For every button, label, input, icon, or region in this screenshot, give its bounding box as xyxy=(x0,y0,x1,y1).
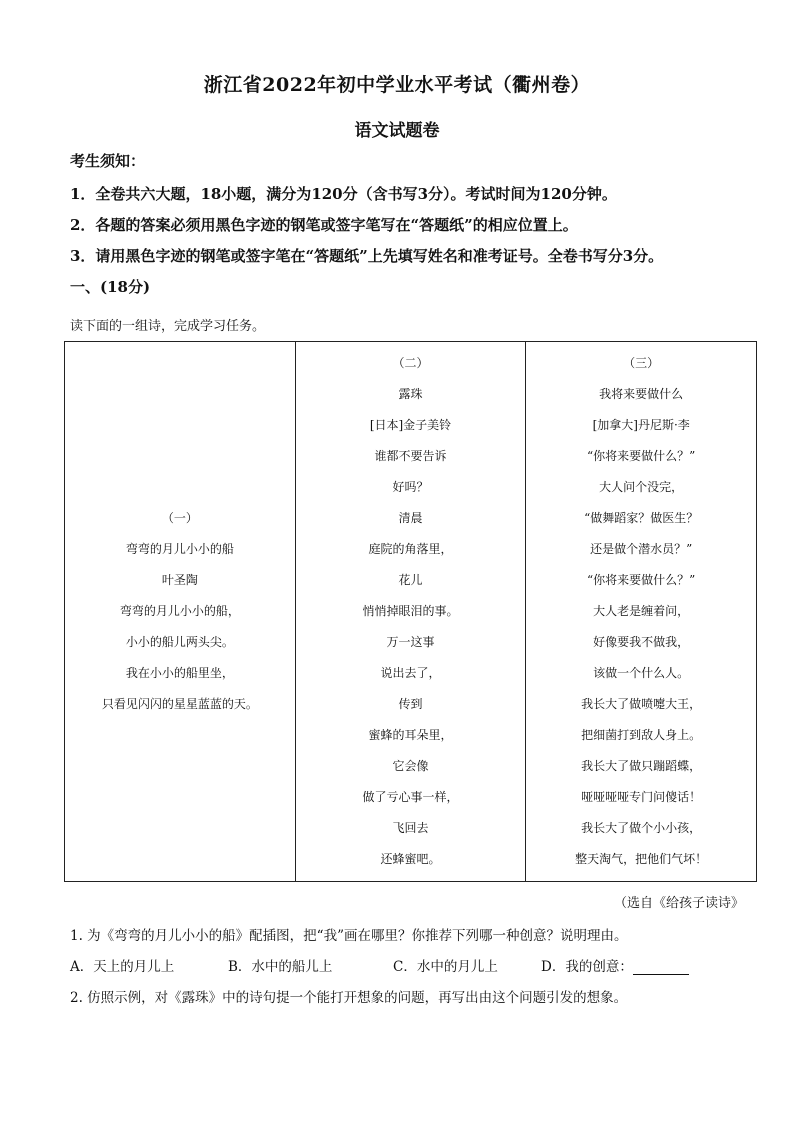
poem-line: 弯弯的月儿小小的船， xyxy=(119,604,240,618)
answer-blank[interactable] xyxy=(633,960,689,975)
notice-item-1: 1．全卷共六大题，18小题，满分为120分（含书写3分）。考试时间为120分钟。 xyxy=(70,185,617,203)
option-c: C．水中的月儿上 xyxy=(393,959,498,975)
poem-line: （一） xyxy=(161,511,198,525)
poem-line: 做了亏心事一样， xyxy=(362,790,459,804)
poem-line: 小小的船儿两头尖。 xyxy=(125,635,234,649)
poem-line: [日本]金子美铃 xyxy=(369,418,452,432)
poem-line: 好吗？ xyxy=(392,480,429,494)
poem-line: （三） xyxy=(623,356,660,370)
notice-item-2: 2．各题的答案必须用黑色字迹的钢笔或签字笔写在“答题纸”的相应位置上。 xyxy=(70,216,578,234)
poem-line: 传到 xyxy=(398,697,423,711)
poem-line: 还蜂蜜吧。 xyxy=(380,852,441,866)
poem-line: 整天淘气，把他们气坏！ xyxy=(575,852,708,866)
poem-line: “你将来要做什么？” xyxy=(587,449,696,463)
poem-line: 谁都不要告诉 xyxy=(374,449,447,463)
poem-line: 我长大了做喷嚏大王， xyxy=(581,697,702,711)
poem-line: 叶圣陶 xyxy=(161,573,198,587)
poem-line: 清晨 xyxy=(398,511,423,525)
poem-line: （二） xyxy=(392,356,429,370)
poem-table xyxy=(64,341,757,882)
poem-line: 我长大了做个小小孩， xyxy=(581,821,702,835)
poem-line: “你将来要做什么？” xyxy=(587,573,696,587)
question-1: 1. 为《弯弯的月儿小小的船》配插图，把“我”画在哪里？你推荐下列哪一种创意？说明理由。 xyxy=(70,928,628,944)
poem-column-2 xyxy=(296,342,527,881)
poem-line: 把细菌打到敌人身上。 xyxy=(581,728,702,742)
question-2: 2. 仿照示例，对《露珠》中的诗句提一个能打开想象的问题，再写出由这个问题引发的想象。 xyxy=(70,990,628,1006)
poem-line: 它会像 xyxy=(392,759,429,773)
poem-line: 花儿 xyxy=(398,573,423,587)
poem-line: 万一这事 xyxy=(386,635,435,649)
poem-line: 我长大了做只蹦蹈蝶， xyxy=(581,759,702,773)
poem-line: 好像要我不做我， xyxy=(593,635,690,649)
exam-subtitle: 语文试题卷 xyxy=(354,121,440,141)
poem-line: 说出去了， xyxy=(380,666,441,680)
poem-line: [加拿大]丹尼斯·李 xyxy=(592,418,690,432)
option-a: A．天上的月儿上 xyxy=(70,959,175,975)
notice-item-3: 3．请用黑色字迹的钢笔或签字笔在“答题纸”上先填写姓名和准考证号。全卷书写分3分。 xyxy=(70,247,664,265)
notice-heading: 考生须知： xyxy=(70,152,146,170)
section-intro: 读下面的一组诗，完成学习任务。 xyxy=(70,319,266,334)
option-b: B．水中的船儿上 xyxy=(228,959,333,975)
option-d xyxy=(541,955,689,975)
poem-line: 该做一个什么人。 xyxy=(593,666,690,680)
poem-line: 还是做个潜水员？” xyxy=(590,542,693,556)
option-d-label: D．我的创意： xyxy=(541,959,633,975)
poem-line: 飞回去 xyxy=(392,821,429,835)
poem-line: 蜜蜂的耳朵里， xyxy=(368,728,453,742)
poem-line: 悄悄掉眼泪的事。 xyxy=(362,604,459,618)
poem-line: 露珠 xyxy=(398,387,423,401)
exam-title: 浙江省2022年初中学业水平考试（衢州卷） xyxy=(203,74,591,96)
question-1-options xyxy=(70,955,710,975)
poem-line: 大人问个没完， xyxy=(599,480,684,494)
poem-line: 哑哑哑哑专门问傻话！ xyxy=(581,790,702,804)
poem-source: （选自《给孩子读诗》 xyxy=(613,896,744,911)
poem-line: 庭院的角落里， xyxy=(368,542,453,556)
section-heading: 一、(18分) xyxy=(70,278,151,296)
poem-line: 我在小小的船里坐， xyxy=(125,666,234,680)
poem-line: 只看见闪闪的星星蓝蓝的天。 xyxy=(101,697,258,711)
poem-line: 弯弯的月儿小小的船 xyxy=(125,542,234,556)
poem-column-1 xyxy=(65,342,296,881)
poem-column-3 xyxy=(526,342,756,881)
poem-line: “做舞蹈家？做医生？ xyxy=(584,511,699,525)
poem-line: 大人老是缠着问， xyxy=(593,604,690,618)
poem-line: 我将来要做什么 xyxy=(599,387,684,401)
